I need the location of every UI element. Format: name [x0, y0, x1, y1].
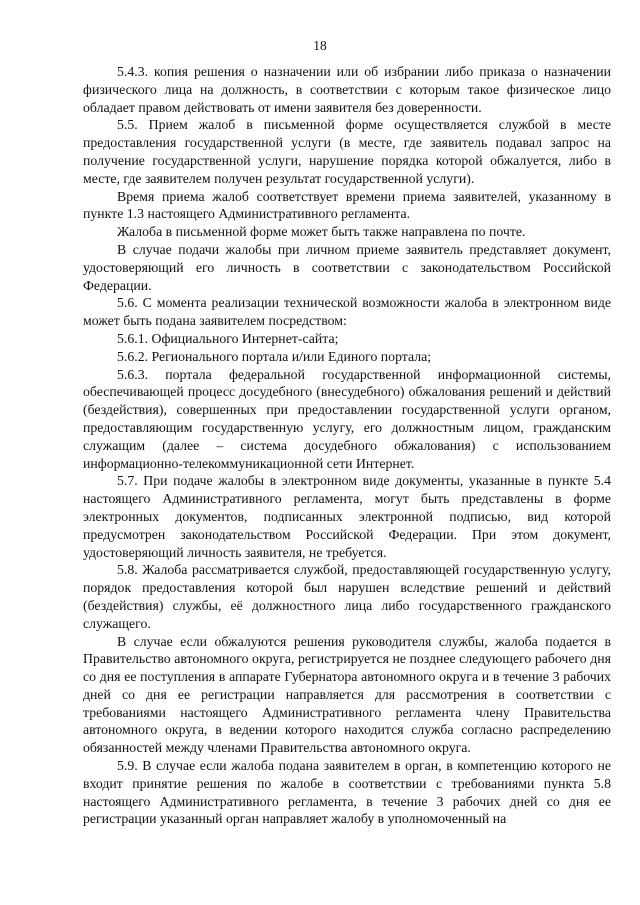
paragraph-5-7: 5.7. При подаче жалобы в электронном виде документы, указанные в пункте 5.4 настоящего Административного регламента, могут быть представлены в форме электронных документов, подписанных электронной подписью, вид которой предусмотрен законодательством Российской Федерации. При этом документ, удостоверяющий личность заявителя, не требуется. — [83, 473, 611, 560]
paragraph-5-6-1: 5.6.1. Официального Интернет-сайта; — [117, 330, 339, 346]
paragraph-5-4-3: 5.4.3. копия решения о назначении или об избрании либо приказа о назначении физического лица на должность, в соответствии с которым такое физическое лицо обладает правом действовать от имени заявителя без доверенности. — [83, 64, 611, 115]
paragraph-5-6-3: 5.6.3. портала федеральной государственной информационной системы, обеспечивающей процесс досудебного (внесудебного) обжалования решений и действий (бездействия), совершенных при предоставлении государственной услуги органом, предоставляющим государственную услугу, его должностным лицом, гражданским служащим (далее – система досудебного обжалования) с использованием информационно-телекоммуникационной сети Интернет. — [83, 366, 611, 471]
paragraph-postal-complaint: Жалоба в письменной форме может быть также направлена по почте. — [117, 224, 526, 240]
paragraph-personal-reception: В случае подачи жалобы при личном приеме заявитель представляет документ, удостоверяющий его личность в соответствии с законодательством Российской Федерации. — [83, 241, 611, 293]
paragraph-5-6: 5.6. С момента реализации технической возможности жалоба в электронном виде может быть подана заявителем посредством: — [83, 295, 611, 329]
paragraph-5-9: 5.9. В случае если жалоба подана заявителем в орган, в компетенцию которого не входит принятие решения по жалобе в соответствии с требованиями пункта 5.8 настоящего Административного регламента, в течение 3 рабочих дней со дня ее регистрации указанный орган направляет жалобу в уполномоченный на — [83, 758, 611, 827]
paragraph-reception-time: Время приема жалоб соответствует времени приема заявителей, указанному в пункте 1.3 настоящего Административного регламента. — [83, 188, 611, 222]
page-number: 18 — [313, 38, 327, 53]
document-body — [83, 63, 611, 828]
paragraph-5-6-2: 5.6.2. Регионального портала и/или Единого портала; — [117, 348, 432, 364]
paragraph-head-complaint: В случае если обжалуются решения руководителя службы, жалоба подается в Правительство автономного округа, регистрируется не позднее следующего рабочего дня со дня ее поступления в аппарате Губернатора автономного округа и в течение 3 рабочих дней со дня ее регистрации направляется для рассмотрения в соответствии с требованиями настоящего Административного регламента члену Правительства автономного округа, в ведении которого находится служба согласно распределению обязанностей между членами Правительства автономного округа. — [83, 633, 611, 756]
paragraph-5-8: 5.8. Жалоба рассматривается службой, предоставляющей государственную услугу, порядок предоставления которой был нарушен вследствие решений и действий (бездействия) службы, её должностного лица либо государственного гражданского служащего. — [83, 562, 611, 631]
paragraph-5-5: 5.5. Прием жалоб в письменной форме осуществляется службой в месте предоставления государственной услуги (в месте, где заявитель подавал запрос на получение государственной услуги, нарушение порядка которой обжалуется, либо в месте, где заявителем получен результат государственной услуги). — [83, 117, 611, 186]
